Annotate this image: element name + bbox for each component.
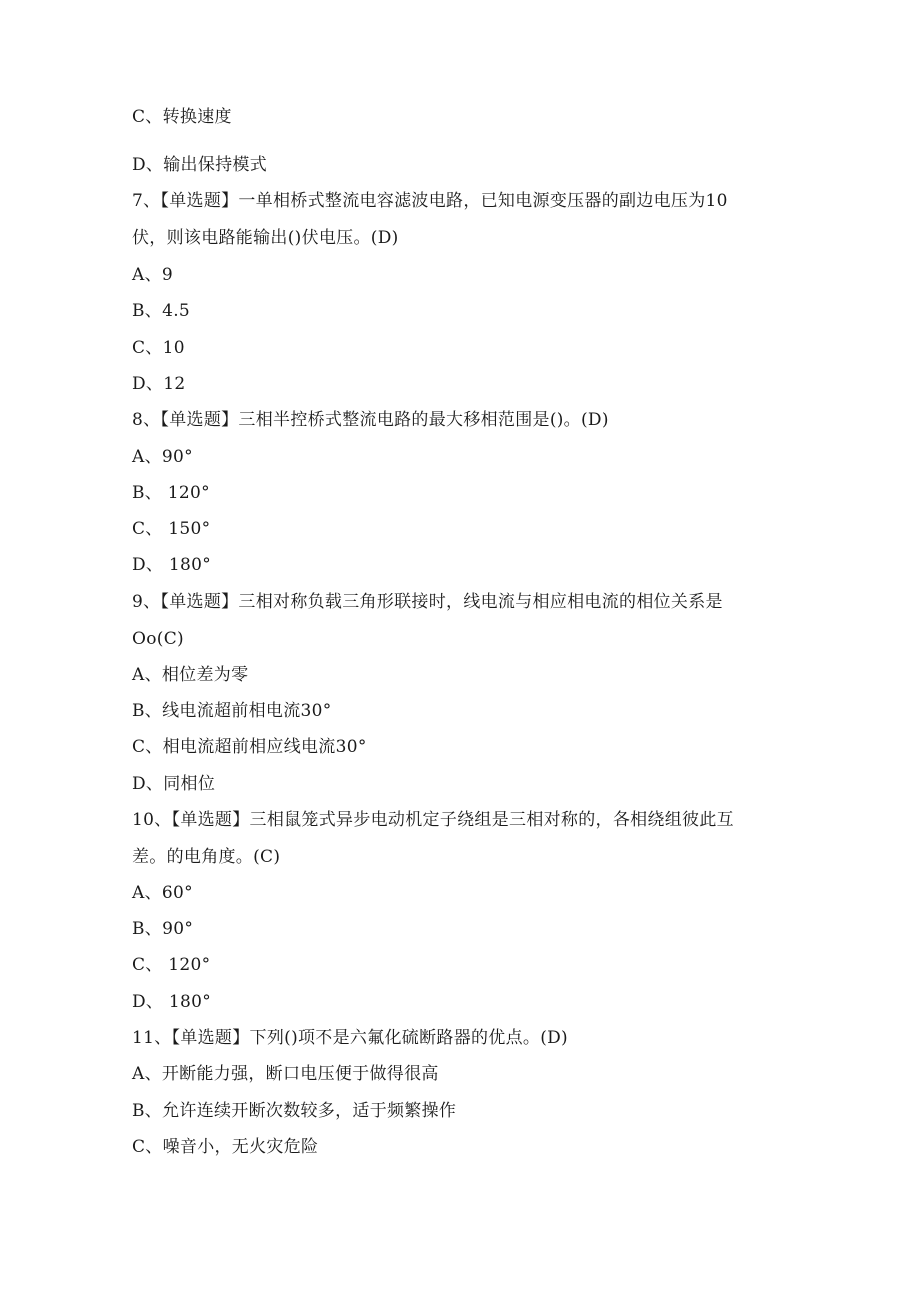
- question-10-option-c: C、 120°: [132, 955, 211, 975]
- question-10-text-line-2: 差。的电角度。(C): [132, 847, 281, 867]
- question-10-option-d: D、 180°: [132, 992, 212, 1012]
- question-8-option-d: D、 180°: [132, 555, 212, 575]
- question-9-text-line-2: Oo(C): [132, 629, 184, 649]
- question-8-option-a: A、90°: [132, 447, 193, 467]
- question-11-option-c: C、噪音小，无火灾危险: [132, 1137, 319, 1157]
- question-8-option-b: B、 120°: [132, 483, 210, 503]
- question-9-option-b: B、线电流超前相电流30°: [132, 701, 332, 721]
- question-11-text: 11、【单选题】下列()项不是六氟化硫断路器的优点。(D): [132, 1028, 568, 1048]
- question-8-option-c: C、 150°: [132, 519, 211, 539]
- question-9-option-a: A、相位差为零: [132, 665, 249, 685]
- question-7-option-d: D、12: [132, 374, 186, 394]
- question-10-option-b: B、90°: [132, 919, 194, 939]
- question-11-option-a: A、开断能力强，断口电压便于做得很高: [132, 1064, 439, 1084]
- question-7-option-a: A、9: [132, 265, 173, 285]
- question-7-option-c: C、10: [132, 338, 185, 358]
- question-11-option-b: B、允许连续开断次数较多，适于频繁操作: [132, 1101, 457, 1121]
- question-8-text: 8、【单选题】三相半控桥式整流电路的最大移相范围是()。(D): [132, 410, 609, 430]
- question-9-text-line-1: 9、【单选题】三相对称负载三角形联接时，线电流与相应相电流的相位关系是: [132, 592, 723, 612]
- question-9-option-d: D、同相位: [132, 774, 216, 794]
- question-10-option-a: A、60°: [132, 883, 193, 903]
- question-7-text-line-2: 伏，则该电路能输出()伏电压。(D): [132, 228, 399, 248]
- question-10-text-line-1: 10、【单选题】三相鼠笼式异步电动机定子绕组是三相对称的，各相绕组彼此互: [132, 810, 734, 830]
- prev-question-option-c: C、转换速度: [132, 107, 232, 127]
- prev-question-option-d: D、输出保持模式: [132, 155, 268, 175]
- question-7-text-line-1: 7、【单选题】一单相桥式整流电容滤波电路，已知电源变压器的副边电压为10: [132, 191, 728, 211]
- question-7-option-b: B、4.5: [132, 301, 191, 321]
- question-9-option-c: C、相电流超前相应线电流30°: [132, 737, 367, 757]
